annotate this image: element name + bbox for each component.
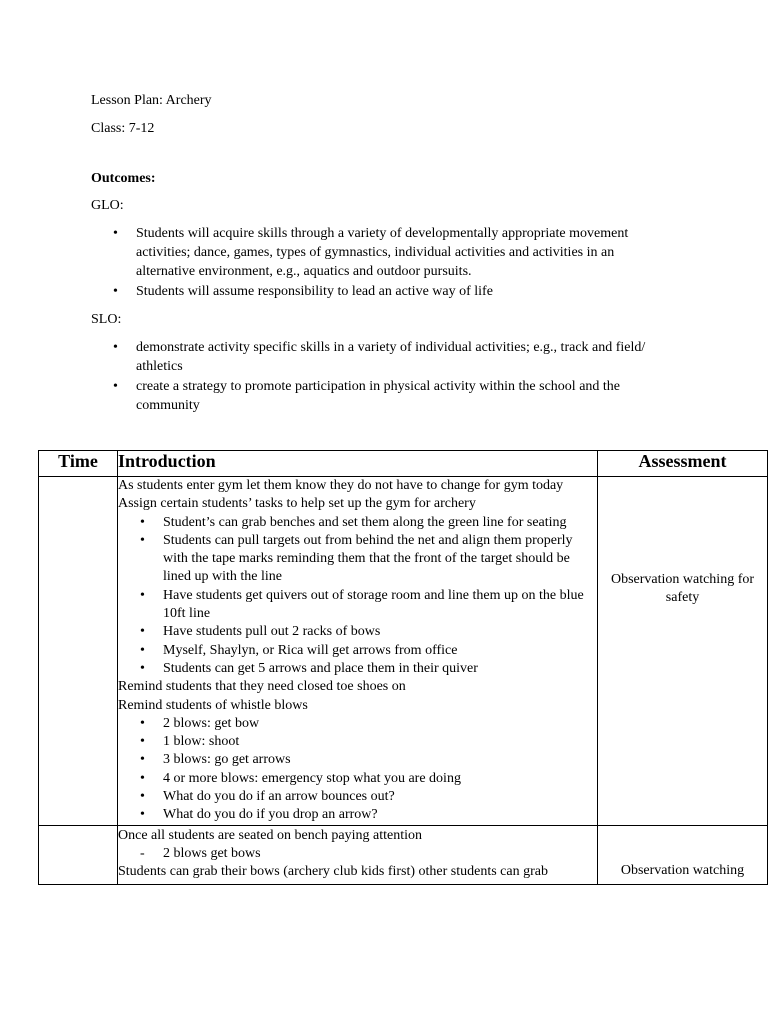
slo-list: [91, 338, 691, 415]
slo-item: • create a strategy to promote participation in physical activity within the school and the community: [136, 377, 656, 415]
table-row: [39, 825, 768, 884]
assessment-text: Observation watching for safety: [610, 572, 755, 605]
outcomes-heading: Outcomes:: [91, 171, 156, 186]
intro-text: As students enter gym let them know they do not have to change for gym today: [118, 478, 564, 493]
list-item: • Students can pull targets out from behind the net and align them properly with the tape marks reminding them that the front of the target should be lined up with the line: [163, 532, 597, 587]
list-item: • 1 blow: shoot: [163, 733, 597, 751]
time-header: Time: [39, 451, 118, 477]
glo-list: [91, 224, 691, 301]
intro-text: Assign certain students’ tasks to help set up the gym for archery: [118, 496, 476, 512]
slo-item: • demonstrate activity specific skills in a variety of individual activities; e.g., track and field/ athletics: [136, 338, 656, 376]
assessment-cell: [598, 477, 768, 826]
list-item: • 2 blows: get bow: [163, 715, 597, 733]
slo-label: SLO:: [91, 312, 122, 327]
dash-list: [118, 845, 597, 863]
list-item: • Students can get 5 arrows and place them in their quiver: [163, 660, 597, 678]
whistle-list: [118, 715, 597, 825]
time-cell: [39, 825, 118, 884]
list-item: • Have students pull out 2 racks of bows: [163, 623, 597, 641]
list-item: • 3 blows: go get arrows: [163, 751, 597, 769]
list-item: • What do you do if you drop an arrow?: [163, 806, 597, 824]
lesson-header: [91, 92, 691, 425]
lesson-table: [38, 450, 768, 885]
introduction-header: Introduction: [118, 451, 598, 477]
list-item: • Have students get quivers out of storage room and line them up on the blue 10ft line: [163, 587, 597, 624]
intro-text: Remind students of whistle blows: [118, 697, 308, 713]
list-item: - 2 blows get bows: [163, 845, 597, 863]
assessment-header: Assessment: [598, 451, 768, 477]
time-cell: [39, 477, 118, 826]
class-line: Class: 7-12: [91, 121, 155, 136]
glo-item: • Students will acquire skills through a variety of developmentally appropriate movement activities; dance, games, types of gymnastics, individual activities and activities in an alternative environment, e.g., aquatics and outdoor pursuits.: [136, 224, 656, 281]
list-item: • Myself, Shaylyn, or Rica will get arrows from office: [163, 642, 597, 660]
lesson-title: Lesson Plan: Archery: [91, 93, 212, 108]
list-item: • 4 or more blows: emergency stop what you are doing: [163, 770, 597, 788]
glo-label: GLO:: [91, 198, 124, 213]
introduction-cell: [118, 825, 598, 884]
table-header-row: [39, 451, 768, 477]
assessment-cell: [598, 825, 768, 884]
intro-text: Students can grab their bows (archery club kids first) other students can grab: [118, 864, 548, 880]
introduction-cell: [118, 477, 598, 826]
setup-list: [118, 514, 597, 679]
list-item: • Student’s can grab benches and set them along the green line for seating: [163, 514, 597, 532]
table-row: [39, 477, 768, 826]
intro-text: Once all students are seated on bench paying attention: [118, 827, 423, 843]
glo-item: • Students will assume responsibility to lead an active way of life: [136, 282, 656, 301]
intro-text: Remind students that they need closed toe shoes on: [118, 679, 406, 695]
list-item: • What do you do if an arrow bounces out?: [163, 788, 597, 806]
assessment-text: Observation watching: [620, 862, 745, 878]
